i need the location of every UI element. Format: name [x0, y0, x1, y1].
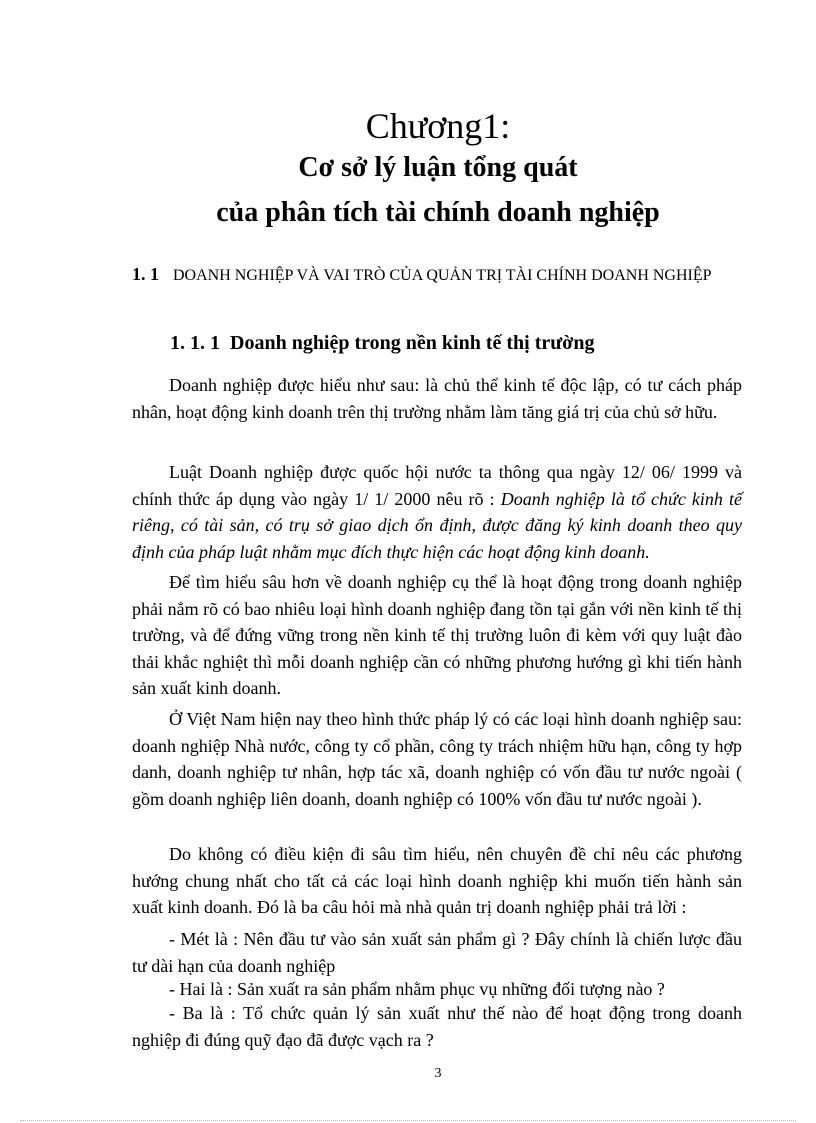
paragraph-4: Ở Việt Nam hiện nay theo hình thức pháp lý có các loại hình doanh nghiệp sau: doanh nghiệp Nhà nước, công ty cổ phần, công ty trách nhiệm hữu hạn, công ty hợp danh, doanh nghiệp tư nhân, hợp tác xã, doanh nghiệp có vốn đầu tư nước ngoài ( gồm doanh nghiệp liên doanh, doanh nghiệp có 100% vốn đầu tư nước ngoài ).: [132, 709, 742, 809]
bullet-item-1: - Mét là : Nên đầu tư vào sản xuất sản phẩm gì ? Đây chính là chiến lược đầu tư dài hạn của doanh nghiệp: [132, 929, 742, 976]
section-number: 1. 1: [132, 264, 159, 284]
paragraph-2-plain: Luật Doanh nghiệp được quốc hội nước ta thông qua ngày 12/ 06/ 1999 và chính thức áp dụng vào ngày 1/ 1/ 2000 nêu rõ :: [132, 462, 742, 509]
section-heading: [132, 261, 742, 289]
page-number: 3: [434, 1066, 442, 1081]
page-bottom-divider: [20, 1120, 796, 1121]
subsection-heading: [170, 329, 594, 357]
paragraph-3: Để tìm hiểu sâu hơn về doanh nghiệp cụ thể là hoạt động trong doanh nghiệp phải nắm rõ có bao nhiêu loại hình doanh nghiệp đang tồn tại gắn với nền kinh tế thị trường, và để đứng vững trong nền kinh tế thị trường luôn đi kèm với quy luật đào thải khắc nghiệt thì mỗi doanh nghiệp cần có những phương hướng gì khi tiến hành sản xuất kinh doanh.: [132, 572, 742, 698]
bullet-item-2: - Hai là : Sản xuất ra sản phẩm nhằm phục vụ những đối tượng nào ?: [169, 979, 665, 999]
paragraph-2-italic: Doanh nghiệp là tổ chức kinh tế riêng, có tài sản, có trụ sở giao dịch ổn định, được đăng ký kinh doanh theo quy định của pháp luật nhằm mục đích thực hiện các hoạt động kinh doanh.: [132, 488, 742, 562]
title-line-1: Cơ sở lý luận tổng quát: [298, 152, 578, 183]
paragraph-5: Do không có điều kiện đi sâu tìm hiểu, nên chuyên đề chỉ nêu các phương hướng chung nhất cho tất cả các loại hình doanh nghiệp khi muốn tiến hành sản xuất kinh doanh. Đó là ba câu hỏi mà nhà quản trị doanh nghiệp phải trả lời :: [132, 844, 742, 917]
bullet-item-3: - Ba là : Tổ chức quản lý sản xuất như thế nào để hoạt động trong doanh nghiệp đi đúng quỹ đạo đã được vạch ra ?: [132, 1003, 742, 1050]
section-text: DOANH NGHIỆP VÀ VAI TRÒ CỦA QUẢN TRỊ TÀI CHÍNH DOANH NGHIỆP: [173, 267, 712, 284]
paragraph-2: [132, 459, 742, 565]
subsection-number: 1. 1. 1: [170, 332, 220, 354]
subsection-text: Doanh nghiệp trong nền kinh tế thị trường: [230, 332, 595, 354]
chapter-heading: Chương1:: [365, 106, 511, 146]
title-line-2: của phân tích tài chính doanh nghiệp: [216, 197, 660, 228]
paragraph-1: Doanh nghiệp được hiểu như sau: là chủ thể kinh tế độc lập, có tư cách pháp nhân, hoạt động kinh doanh trên thị trường nhằm làm tăng giá trị của chủ sở hữu.: [132, 375, 742, 422]
